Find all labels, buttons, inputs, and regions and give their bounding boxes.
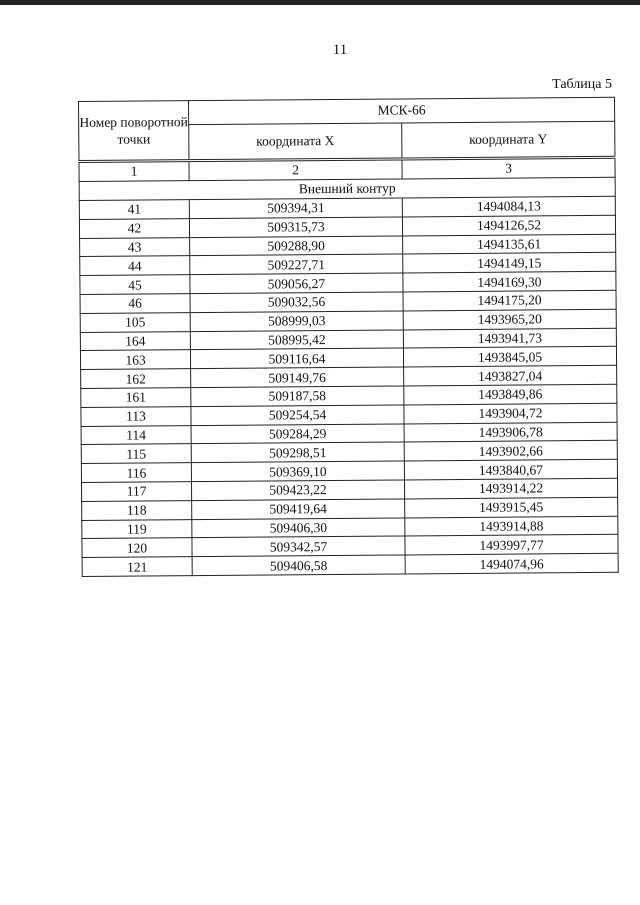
coordinates-table	[78, 97, 619, 577]
table-caption: Таблица 5	[552, 77, 612, 92]
point-number-cell: 162	[81, 369, 191, 389]
point-number-cell: 46	[80, 294, 190, 314]
coord-x-cell: 509288,90	[190, 236, 403, 256]
coord-x-cell: 509284,29	[191, 424, 404, 444]
coord-y-cell: 1493965,20	[403, 309, 616, 329]
point-number-cell: 116	[81, 463, 191, 483]
coord-x-cell: 509227,71	[190, 254, 403, 274]
coord-y-cell: 1494149,15	[403, 253, 616, 273]
coord-x-cell: 509298,51	[191, 442, 404, 462]
point-number-cell: 161	[81, 388, 191, 408]
point-number-cell: 121	[82, 557, 192, 577]
coord-x-cell: 509116,64	[190, 348, 403, 368]
header-point-number: Номер поворотной точки	[79, 101, 189, 162]
point-number-cell: 115	[81, 444, 191, 464]
point-number-cell: 117	[81, 482, 191, 502]
coord-x-cell: 509342,57	[192, 536, 405, 556]
point-number-cell: 164	[80, 331, 190, 351]
section-title: Внешний контур	[79, 177, 615, 200]
coord-y-cell: 1493915,45	[405, 497, 618, 517]
coord-x-cell: 509423,22	[191, 480, 404, 500]
coord-x-cell: 509149,76	[191, 367, 404, 387]
coord-x-cell: 509056,27	[190, 273, 403, 293]
scan-top-edge	[0, 0, 640, 5]
coord-x-cell: 509187,58	[191, 386, 404, 406]
coord-y-cell: 1494175,20	[403, 290, 616, 310]
coord-x-cell: 509032,56	[190, 292, 403, 312]
point-number-cell: 114	[81, 425, 191, 445]
coord-x-cell: 509419,64	[192, 499, 405, 519]
header-coord-y: координата Y	[402, 121, 615, 159]
coord-y-cell: 1494074,96	[405, 553, 618, 573]
coord-y-cell: 1493997,77	[405, 535, 618, 555]
table-row	[82, 553, 618, 576]
coord-y-cell: 1493914,22	[404, 478, 617, 498]
coord-y-cell: 1493904,72	[404, 403, 617, 423]
coord-y-cell: 1493906,78	[404, 422, 617, 442]
point-number-cell: 163	[80, 350, 190, 370]
point-number-cell: 44	[80, 256, 190, 276]
coord-x-cell: 509406,58	[192, 555, 405, 575]
column-number-3: 3	[402, 157, 615, 179]
coord-y-cell: 1493840,67	[404, 459, 617, 479]
coord-x-cell: 509369,10	[191, 461, 404, 481]
coord-y-cell: 1494169,30	[403, 271, 616, 291]
point-number-cell: 45	[80, 275, 190, 295]
point-number-cell: 120	[82, 538, 192, 558]
point-number-cell: 42	[79, 218, 189, 238]
column-number-1: 1	[79, 161, 189, 182]
header-coord-x: координата X	[189, 123, 402, 161]
coord-y-cell: 1494084,13	[402, 196, 615, 216]
point-number-cell: 43	[80, 237, 190, 257]
point-number-cell: 113	[81, 406, 191, 426]
coord-x-cell: 509254,54	[191, 405, 404, 425]
coord-x-cell: 509315,73	[189, 217, 402, 237]
coord-y-cell: 1493827,04	[404, 365, 617, 385]
coord-y-cell: 1494135,61	[403, 234, 616, 254]
coord-y-cell: 1494126,52	[402, 215, 615, 235]
header-coordinate-system: МСК-66	[189, 97, 615, 124]
point-number-cell: 105	[80, 312, 190, 332]
coord-y-cell: 1493849,86	[404, 384, 617, 404]
coord-y-cell: 1493902,66	[404, 441, 617, 461]
coord-x-cell: 509394,31	[189, 198, 402, 218]
coord-y-cell: 1493845,05	[403, 347, 616, 367]
point-number-cell: 118	[82, 500, 192, 520]
coord-x-cell: 508999,03	[190, 311, 403, 331]
point-number-cell: 119	[82, 519, 192, 539]
page-number: 11	[332, 42, 348, 58]
coord-x-cell: 508995,42	[190, 330, 403, 350]
coord-y-cell: 1493941,73	[403, 328, 616, 348]
column-number-2: 2	[189, 159, 402, 181]
coord-y-cell: 1493914,88	[405, 516, 618, 536]
coord-x-cell: 509406,30	[192, 517, 405, 537]
point-number-cell: 41	[79, 200, 189, 220]
